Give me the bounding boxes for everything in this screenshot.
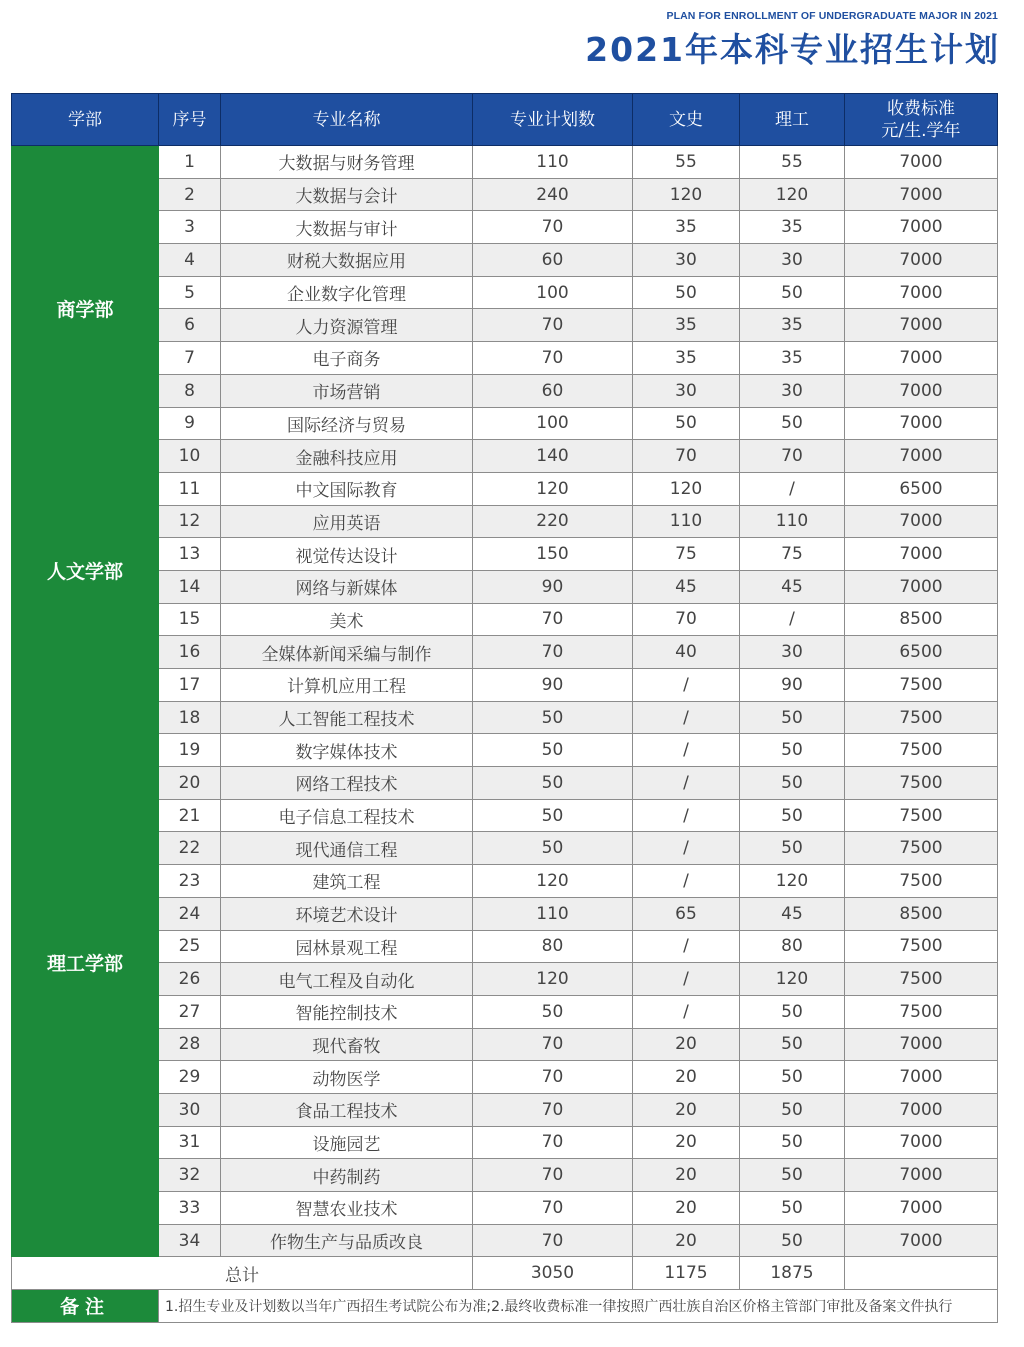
cell-plan-count: 60 [473, 244, 633, 277]
cell-plan-count: 70 [473, 1126, 633, 1159]
table-row [12, 505, 998, 538]
cell-science: 35 [740, 309, 845, 342]
cell-science: 50 [740, 1061, 845, 1094]
cell-index: 22 [159, 832, 221, 865]
cell-major-name: 财税大数据应用 [221, 244, 473, 277]
header-department: 学部 [12, 94, 159, 146]
total-row [12, 1257, 998, 1290]
cell-fee: 7000 [845, 440, 998, 473]
cell-science: 50 [740, 1093, 845, 1126]
cell-major-name: 金融科技应用 [221, 440, 473, 473]
cell-science: 50 [740, 799, 845, 832]
table-row [12, 995, 998, 1028]
cell-arts: 110 [633, 505, 740, 538]
cell-fee: 7000 [845, 342, 998, 375]
table-header-row [12, 94, 998, 146]
cell-fee: 7500 [845, 734, 998, 767]
cell-plan-count: 50 [473, 734, 633, 767]
header-plan-count: 专业计划数 [473, 94, 633, 146]
cell-arts: / [633, 799, 740, 832]
cell-arts: 20 [633, 1061, 740, 1094]
cell-arts: / [633, 734, 740, 767]
cell-plan-count: 50 [473, 799, 633, 832]
cell-arts: 20 [633, 1192, 740, 1225]
cell-science: 50 [740, 1126, 845, 1159]
cell-science: 35 [740, 211, 845, 244]
remark-text: 1.招生专业及计划数以当年广西招生考试院公布为准;2.最终收费标准一律按照广西壮族自治区价格主管部门审批及备案文件执行 [159, 1290, 998, 1323]
cell-fee: 7500 [845, 767, 998, 800]
department-cell: 人文学部 [12, 472, 159, 668]
cell-plan-count: 70 [473, 211, 633, 244]
cell-plan-count: 90 [473, 570, 633, 603]
cell-major-name: 环境艺术设计 [221, 897, 473, 930]
cell-plan-count: 60 [473, 374, 633, 407]
cell-index: 4 [159, 244, 221, 277]
cell-major-name: 设施园艺 [221, 1126, 473, 1159]
cell-science: 75 [740, 538, 845, 571]
cell-plan-count: 70 [473, 603, 633, 636]
cell-arts: 65 [633, 897, 740, 930]
cell-science: 50 [740, 995, 845, 1028]
table-row [12, 472, 998, 505]
cell-fee: 7000 [845, 407, 998, 440]
cell-fee: 7500 [845, 799, 998, 832]
cell-arts: / [633, 930, 740, 963]
table-row [12, 374, 998, 407]
cell-plan-count: 120 [473, 865, 633, 898]
cell-major-name: 网络与新媒体 [221, 570, 473, 603]
cell-index: 32 [159, 1159, 221, 1192]
cell-index: 12 [159, 505, 221, 538]
cell-science: 45 [740, 897, 845, 930]
table-row [12, 930, 998, 963]
table-row [12, 538, 998, 571]
cell-arts: 120 [633, 178, 740, 211]
header-index: 序号 [159, 94, 221, 146]
cell-science: 50 [740, 832, 845, 865]
cell-index: 18 [159, 701, 221, 734]
cell-science: 45 [740, 570, 845, 603]
cell-arts: 50 [633, 407, 740, 440]
cell-arts: / [633, 832, 740, 865]
cell-science: / [740, 603, 845, 636]
header-science: 理工 [740, 94, 845, 146]
cell-fee: 8500 [845, 603, 998, 636]
cell-science: 55 [740, 146, 845, 179]
cell-plan-count: 110 [473, 146, 633, 179]
total-fee-empty [845, 1257, 998, 1290]
cell-plan-count: 150 [473, 538, 633, 571]
cell-plan-count: 240 [473, 178, 633, 211]
cell-plan-count: 70 [473, 1028, 633, 1061]
cell-major-name: 现代通信工程 [221, 832, 473, 865]
cell-science: 90 [740, 669, 845, 702]
cell-fee: 7500 [845, 995, 998, 1028]
cell-major-name: 大数据与会计 [221, 178, 473, 211]
table-row [12, 701, 998, 734]
cell-major-name: 电气工程及自动化 [221, 963, 473, 996]
cell-science: 50 [740, 1224, 845, 1257]
cell-major-name: 人工智能工程技术 [221, 701, 473, 734]
cell-fee: 7000 [845, 505, 998, 538]
cell-plan-count: 50 [473, 701, 633, 734]
cell-fee: 7500 [845, 832, 998, 865]
cell-science: 50 [740, 276, 845, 309]
cell-index: 28 [159, 1028, 221, 1061]
cell-major-name: 电子信息工程技术 [221, 799, 473, 832]
cell-fee: 7000 [845, 538, 998, 571]
cell-major-name: 园林景观工程 [221, 930, 473, 963]
cell-arts: 20 [633, 1028, 740, 1061]
total-plan: 3050 [473, 1257, 633, 1290]
total-science: 1875 [740, 1257, 845, 1290]
cell-index: 23 [159, 865, 221, 898]
cell-fee: 7500 [845, 701, 998, 734]
cell-plan-count: 140 [473, 440, 633, 473]
table-row [12, 1192, 998, 1225]
cell-major-name: 智能控制技术 [221, 995, 473, 1028]
cell-arts: / [633, 865, 740, 898]
cell-major-name: 应用英语 [221, 505, 473, 538]
table-row [12, 767, 998, 800]
cell-fee: 7500 [845, 865, 998, 898]
cell-major-name: 现代畜牧 [221, 1028, 473, 1061]
table-row [12, 865, 998, 898]
cell-arts: 30 [633, 374, 740, 407]
cell-arts: 50 [633, 276, 740, 309]
cell-arts: / [633, 701, 740, 734]
page-title: 2021年本科专业招生计划 [585, 30, 1000, 69]
cell-arts: 75 [633, 538, 740, 571]
enrollment-table [11, 93, 998, 1323]
cell-fee: 8500 [845, 897, 998, 930]
cell-science: 120 [740, 963, 845, 996]
cell-index: 10 [159, 440, 221, 473]
cell-major-name: 视觉传达设计 [221, 538, 473, 571]
table-row [12, 342, 998, 375]
cell-science: / [740, 472, 845, 505]
remark-label: 备注 [12, 1290, 159, 1323]
cell-arts: 70 [633, 440, 740, 473]
cell-major-name: 全媒体新闻采编与制作 [221, 636, 473, 669]
cell-major-name: 网络工程技术 [221, 767, 473, 800]
cell-arts: / [633, 767, 740, 800]
cell-fee: 6500 [845, 636, 998, 669]
cell-index: 29 [159, 1061, 221, 1094]
cell-index: 9 [159, 407, 221, 440]
table-body [12, 146, 998, 1323]
cell-index: 33 [159, 1192, 221, 1225]
cell-fee: 7000 [845, 1159, 998, 1192]
cell-science: 50 [740, 734, 845, 767]
table-row [12, 1159, 998, 1192]
cell-fee: 7500 [845, 669, 998, 702]
cell-science: 30 [740, 244, 845, 277]
remark-row [12, 1290, 998, 1323]
table-row [12, 211, 998, 244]
cell-plan-count: 120 [473, 472, 633, 505]
cell-index: 34 [159, 1224, 221, 1257]
cell-plan-count: 70 [473, 1192, 633, 1225]
cell-plan-count: 70 [473, 1061, 633, 1094]
cell-fee: 7000 [845, 1028, 998, 1061]
cell-science: 50 [740, 1028, 845, 1061]
table-row [12, 897, 998, 930]
table-row [12, 799, 998, 832]
cell-science: 50 [740, 407, 845, 440]
total-label: 总计 [12, 1257, 473, 1290]
cell-index: 17 [159, 669, 221, 702]
table-row [12, 440, 998, 473]
cell-index: 11 [159, 472, 221, 505]
table-row [12, 276, 998, 309]
cell-plan-count: 70 [473, 1093, 633, 1126]
cell-science: 120 [740, 865, 845, 898]
table-row [12, 1061, 998, 1094]
cell-science: 120 [740, 178, 845, 211]
cell-science: 30 [740, 636, 845, 669]
cell-plan-count: 70 [473, 1224, 633, 1257]
cell-fee: 7000 [845, 178, 998, 211]
cell-index: 15 [159, 603, 221, 636]
cell-arts: 20 [633, 1159, 740, 1192]
cell-fee: 7000 [845, 1126, 998, 1159]
cell-index: 27 [159, 995, 221, 1028]
cell-plan-count: 100 [473, 276, 633, 309]
table-row [12, 669, 998, 702]
cell-index: 30 [159, 1093, 221, 1126]
cell-fee: 7000 [845, 244, 998, 277]
cell-index: 1 [159, 146, 221, 179]
cell-arts: 35 [633, 309, 740, 342]
cell-plan-count: 70 [473, 342, 633, 375]
header-fee [845, 94, 998, 146]
cell-major-name: 计算机应用工程 [221, 669, 473, 702]
table-row [12, 1028, 998, 1061]
table-row [12, 832, 998, 865]
table-row [12, 963, 998, 996]
table-row [12, 570, 998, 603]
department-cell: 商学部 [12, 146, 159, 473]
cell-plan-count: 220 [473, 505, 633, 538]
cell-fee: 7000 [845, 211, 998, 244]
cell-arts: 70 [633, 603, 740, 636]
cell-science: 50 [740, 1192, 845, 1225]
cell-science: 110 [740, 505, 845, 538]
table-row [12, 146, 998, 179]
cell-plan-count: 50 [473, 995, 633, 1028]
cell-arts: 20 [633, 1093, 740, 1126]
department-cell: 理工学部 [12, 669, 159, 1257]
cell-major-name: 数字媒体技术 [221, 734, 473, 767]
header-fee-label: 收费标准 [887, 98, 955, 119]
table-row [12, 1093, 998, 1126]
cell-major-name: 食品工程技术 [221, 1093, 473, 1126]
cell-fee: 7000 [845, 276, 998, 309]
cell-major-name: 大数据与审计 [221, 211, 473, 244]
cell-major-name: 作物生产与品质改良 [221, 1224, 473, 1257]
cell-index: 6 [159, 309, 221, 342]
cell-plan-count: 70 [473, 636, 633, 669]
header-fee-unit: 元/生.学年 [881, 120, 961, 141]
cell-arts: 40 [633, 636, 740, 669]
cell-arts: 55 [633, 146, 740, 179]
cell-major-name: 市场营销 [221, 374, 473, 407]
cell-index: 13 [159, 538, 221, 571]
cell-plan-count: 50 [473, 767, 633, 800]
cell-arts: / [633, 669, 740, 702]
cell-plan-count: 70 [473, 1159, 633, 1192]
cell-arts: 20 [633, 1224, 740, 1257]
cell-fee: 7000 [845, 146, 998, 179]
cell-index: 2 [159, 178, 221, 211]
table-row [12, 734, 998, 767]
table-row [12, 1224, 998, 1257]
cell-fee: 6500 [845, 472, 998, 505]
cell-science: 50 [740, 701, 845, 734]
table-row [12, 636, 998, 669]
cell-major-name: 美术 [221, 603, 473, 636]
cell-arts: 35 [633, 342, 740, 375]
cell-arts: 45 [633, 570, 740, 603]
cell-major-name: 中文国际教育 [221, 472, 473, 505]
cell-arts: 35 [633, 211, 740, 244]
cell-index: 14 [159, 570, 221, 603]
cell-arts: 120 [633, 472, 740, 505]
cell-plan-count: 110 [473, 897, 633, 930]
cell-fee: 7000 [845, 1224, 998, 1257]
cell-major-name: 大数据与财务管理 [221, 146, 473, 179]
cell-index: 3 [159, 211, 221, 244]
cell-index: 21 [159, 799, 221, 832]
cell-plan-count: 100 [473, 407, 633, 440]
cell-index: 26 [159, 963, 221, 996]
cell-major-name: 建筑工程 [221, 865, 473, 898]
table-row [12, 407, 998, 440]
cell-science: 50 [740, 767, 845, 800]
cell-major-name: 动物医学 [221, 1061, 473, 1094]
cell-major-name: 企业数字化管理 [221, 276, 473, 309]
cell-science: 80 [740, 930, 845, 963]
cell-major-name: 人力资源管理 [221, 309, 473, 342]
cell-index: 16 [159, 636, 221, 669]
cell-arts: / [633, 963, 740, 996]
cell-fee: 7500 [845, 930, 998, 963]
total-arts: 1175 [633, 1257, 740, 1290]
cell-index: 20 [159, 767, 221, 800]
cell-index: 7 [159, 342, 221, 375]
cell-plan-count: 90 [473, 669, 633, 702]
cell-arts: 30 [633, 244, 740, 277]
cell-index: 8 [159, 374, 221, 407]
cell-index: 31 [159, 1126, 221, 1159]
cell-plan-count: 70 [473, 309, 633, 342]
cell-index: 5 [159, 276, 221, 309]
cell-major-name: 智慧农业技术 [221, 1192, 473, 1225]
table-row [12, 178, 998, 211]
cell-science: 35 [740, 342, 845, 375]
cell-fee: 7000 [845, 374, 998, 407]
header-arts: 文史 [633, 94, 740, 146]
page-subtitle: PLAN FOR ENROLLMENT OF UNDERGRADUATE MAJOR IN 2021 [666, 10, 998, 22]
cell-fee: 7000 [845, 309, 998, 342]
cell-arts: / [633, 995, 740, 1028]
table-row [12, 603, 998, 636]
cell-fee: 7000 [845, 1093, 998, 1126]
table-row [12, 309, 998, 342]
table-row [12, 244, 998, 277]
cell-plan-count: 50 [473, 832, 633, 865]
cell-major-name: 中药制药 [221, 1159, 473, 1192]
cell-fee: 7000 [845, 1192, 998, 1225]
cell-science: 50 [740, 1159, 845, 1192]
cell-fee: 7000 [845, 570, 998, 603]
cell-arts: 20 [633, 1126, 740, 1159]
cell-plan-count: 120 [473, 963, 633, 996]
cell-science: 30 [740, 374, 845, 407]
cell-major-name: 电子商务 [221, 342, 473, 375]
cell-index: 24 [159, 897, 221, 930]
cell-science: 70 [740, 440, 845, 473]
cell-fee: 7500 [845, 963, 998, 996]
cell-plan-count: 80 [473, 930, 633, 963]
cell-index: 25 [159, 930, 221, 963]
cell-fee: 7000 [845, 1061, 998, 1094]
cell-major-name: 国际经济与贸易 [221, 407, 473, 440]
table-row [12, 1126, 998, 1159]
header-major-name: 专业名称 [221, 94, 473, 146]
cell-index: 19 [159, 734, 221, 767]
